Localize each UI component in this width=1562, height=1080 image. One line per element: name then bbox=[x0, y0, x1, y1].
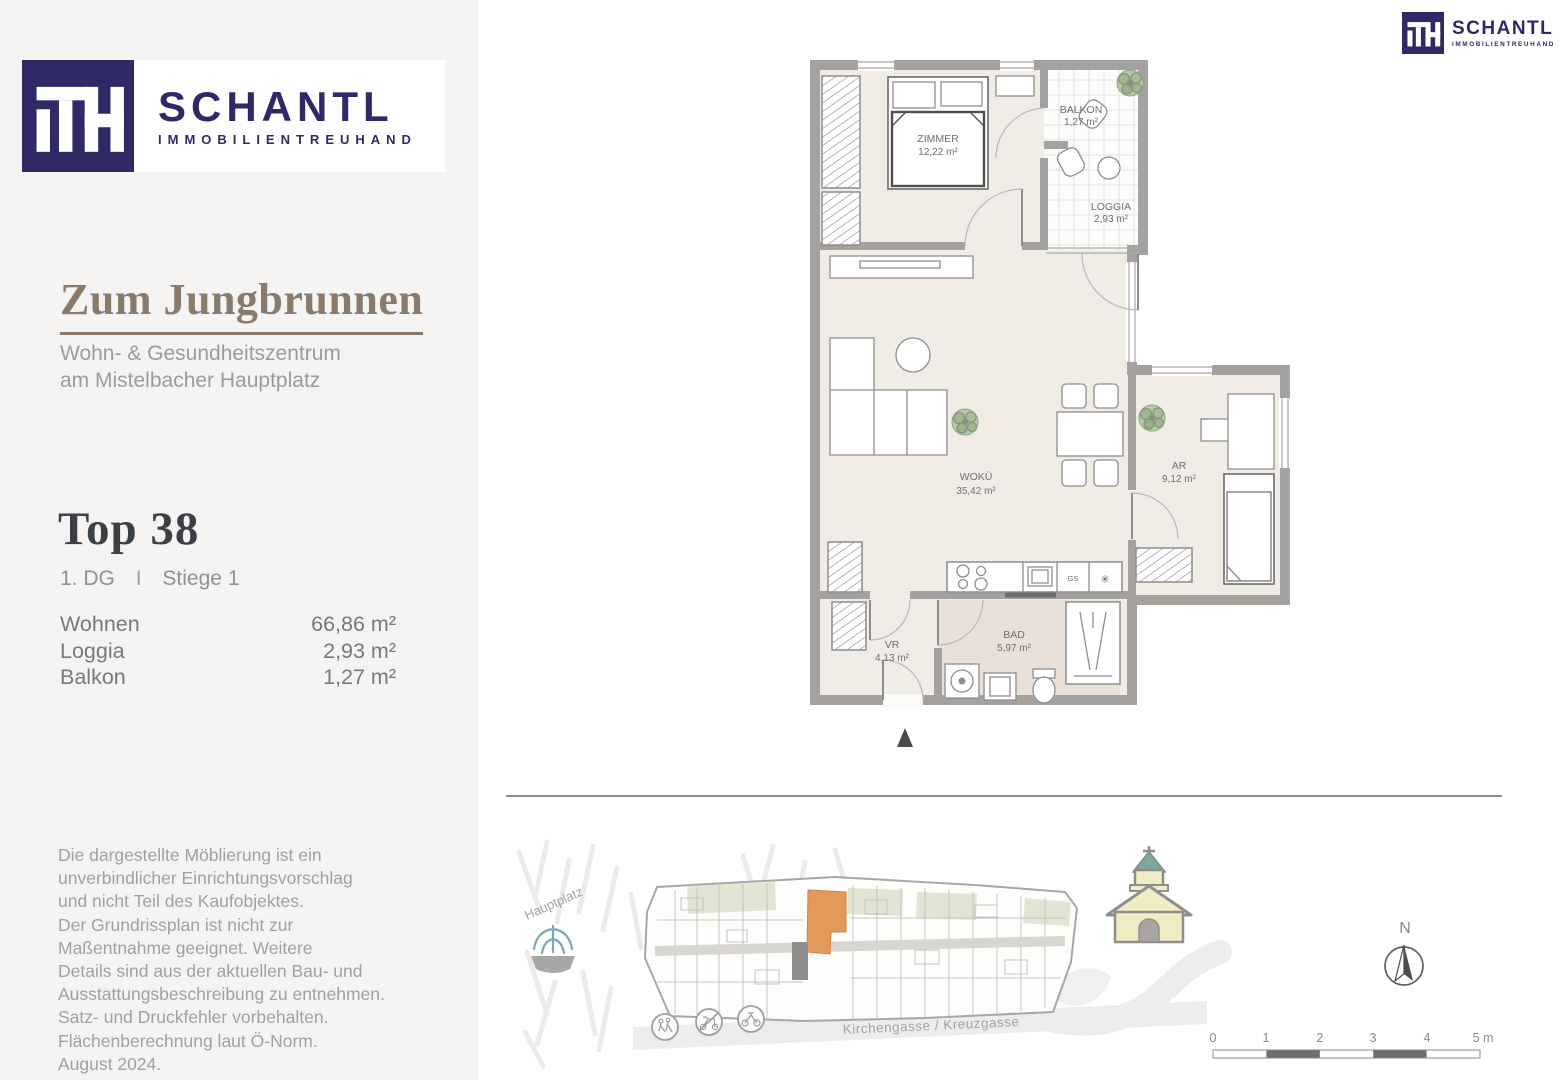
scale-tick: 5 m bbox=[1472, 1031, 1494, 1045]
room-label: AR bbox=[1171, 460, 1187, 472]
floor-plan bbox=[800, 50, 1300, 750]
brand-name: SCHANTL bbox=[158, 83, 394, 130]
area-table bbox=[60, 611, 396, 691]
shower-icon bbox=[1066, 602, 1120, 684]
project-subtitle-line1: Wohn- & Gesundheitszentrum bbox=[60, 342, 341, 365]
disclaimer-line: Details sind aus der aktuellen Bau- und bbox=[58, 961, 363, 982]
cupboard-icon bbox=[1228, 394, 1274, 469]
area-row bbox=[60, 638, 396, 665]
plant-icon bbox=[1117, 70, 1143, 96]
loggia-table-icon bbox=[1098, 157, 1120, 179]
disclaimer-line: Flächenberechnung laut Ö-Norm. bbox=[58, 1030, 318, 1051]
area-row bbox=[60, 664, 396, 691]
freezer-symbol: ✳ bbox=[1100, 574, 1110, 586]
street-label: Kirchengasse / Kreuzgasse bbox=[842, 1013, 1020, 1037]
bicycle-icon bbox=[738, 1006, 764, 1032]
building-outline bbox=[645, 877, 1077, 1021]
disclaimer-line: August 2024. bbox=[58, 1053, 162, 1074]
area-value: 66,86 m² bbox=[311, 612, 396, 636]
entrance-gap bbox=[883, 694, 923, 707]
area-label: Wohnen bbox=[60, 612, 140, 636]
room-area: 5,97 m² bbox=[997, 643, 1031, 654]
unit-floor-line bbox=[60, 567, 239, 591]
pedestrian-zone-icon bbox=[652, 1014, 678, 1040]
scale-bar bbox=[1210, 1031, 1494, 1058]
scale-tick: 2 bbox=[1316, 1031, 1324, 1045]
brand-logo-small bbox=[1402, 12, 1555, 54]
sideboard-icon bbox=[830, 256, 973, 278]
disclaimer-line: Satz- und Druckfehler vorbehalten. bbox=[58, 1007, 329, 1028]
room-label: VR bbox=[884, 639, 900, 651]
area-row bbox=[60, 611, 396, 638]
coffee-table-icon bbox=[896, 338, 930, 372]
room-label: WOKÜ bbox=[959, 471, 993, 483]
dishwasher-label: GS bbox=[1067, 574, 1079, 583]
no-vehicles-icon bbox=[696, 1009, 722, 1035]
disclaimer-line: und nicht Teil des Kaufobjektes. bbox=[58, 891, 304, 912]
room-label: BAD bbox=[1003, 629, 1025, 641]
area-value: 2,93 m² bbox=[323, 638, 396, 663]
room-label: ZIMMER bbox=[917, 133, 959, 145]
church-icon bbox=[1107, 846, 1191, 942]
disclaimer-line: Ausstattungsbeschreibung zu entnehmen. bbox=[58, 984, 385, 1005]
brand-monogram-icon bbox=[22, 60, 134, 172]
brand-tagline: IMMOBILIENTREUHAND bbox=[158, 132, 417, 147]
wardrobe-icon bbox=[832, 602, 866, 650]
room-area: 12,22 m² bbox=[918, 147, 958, 158]
section-divider bbox=[506, 795, 1502, 797]
scale-tick: 1 bbox=[1262, 1031, 1270, 1045]
unit-stair: Stiege 1 bbox=[162, 567, 240, 590]
room-label: BALKON bbox=[1059, 104, 1103, 116]
wardrobe-icon bbox=[1136, 548, 1192, 582]
room-area: 2,93 m² bbox=[1094, 214, 1128, 225]
entrance-arrow-icon bbox=[897, 728, 913, 747]
green-area bbox=[1023, 898, 1071, 926]
plant-icon bbox=[952, 409, 978, 435]
brand-tagline-small: IMMOBILIENTREUHAND bbox=[1452, 40, 1555, 48]
north-label: N bbox=[1399, 920, 1411, 937]
cabinet-icon bbox=[828, 542, 862, 592]
square-label: Hauptplatz bbox=[522, 883, 586, 923]
fountain-icon bbox=[531, 926, 575, 973]
stairwell bbox=[792, 942, 808, 980]
site-plan bbox=[505, 830, 1505, 1075]
wardrobe-icon bbox=[822, 76, 860, 245]
nightstand-icon bbox=[996, 76, 1034, 96]
toilet-icon bbox=[1033, 669, 1055, 703]
disclaimer-text bbox=[58, 844, 385, 1076]
disclaimer-line: Die dargestellte Möblierung ist ein bbox=[58, 845, 322, 865]
scale-tick: 4 bbox=[1423, 1031, 1431, 1045]
area-label: Balkon bbox=[60, 665, 126, 689]
room-area: 4,13 m² bbox=[875, 653, 909, 664]
plant-icon bbox=[1139, 405, 1165, 431]
room-area: 35,42 m² bbox=[956, 486, 996, 497]
north-compass-icon bbox=[1385, 920, 1423, 985]
brand-logo bbox=[22, 60, 445, 172]
brand-name-small: SCHANTL bbox=[1452, 17, 1554, 39]
disclaimer-line: unverbindlicher Einrichtungsvorschlag bbox=[58, 868, 353, 889]
project-title: Zum Jungbrunnen bbox=[60, 274, 423, 335]
unit-title: Top 38 bbox=[58, 503, 200, 555]
green-area bbox=[847, 888, 903, 916]
disclaimer-line: Maßentnahme geeignet. Weitere bbox=[58, 937, 313, 958]
project-subtitle bbox=[60, 340, 341, 394]
room-area: 1,27 m² bbox=[1064, 117, 1098, 128]
desk-icon bbox=[1201, 419, 1231, 441]
disclaimer-line: Der Grundrissplan ist nicht zur bbox=[58, 914, 294, 935]
area-value: 1,27 m² bbox=[323, 665, 396, 689]
project-subtitle-line2: am Mistelbacher Hauptplatz bbox=[60, 369, 321, 392]
room-label: LOGGIA bbox=[1090, 201, 1132, 213]
sink-icon bbox=[984, 673, 1016, 700]
brand-monogram-icon-small bbox=[1402, 12, 1444, 54]
unit-floor: 1. DG bbox=[60, 567, 115, 590]
brand-wordmark bbox=[134, 85, 417, 147]
kitchen-counter-icon bbox=[947, 562, 1122, 592]
unit-separator: I bbox=[135, 567, 142, 590]
area-label: Loggia bbox=[60, 638, 125, 663]
single-bed-icon bbox=[1224, 474, 1274, 584]
scale-tick: 0 bbox=[1209, 1031, 1217, 1045]
scale-tick: 3 bbox=[1369, 1031, 1377, 1045]
room-area: 9,12 m² bbox=[1162, 474, 1196, 485]
washing-machine-icon bbox=[945, 664, 979, 698]
